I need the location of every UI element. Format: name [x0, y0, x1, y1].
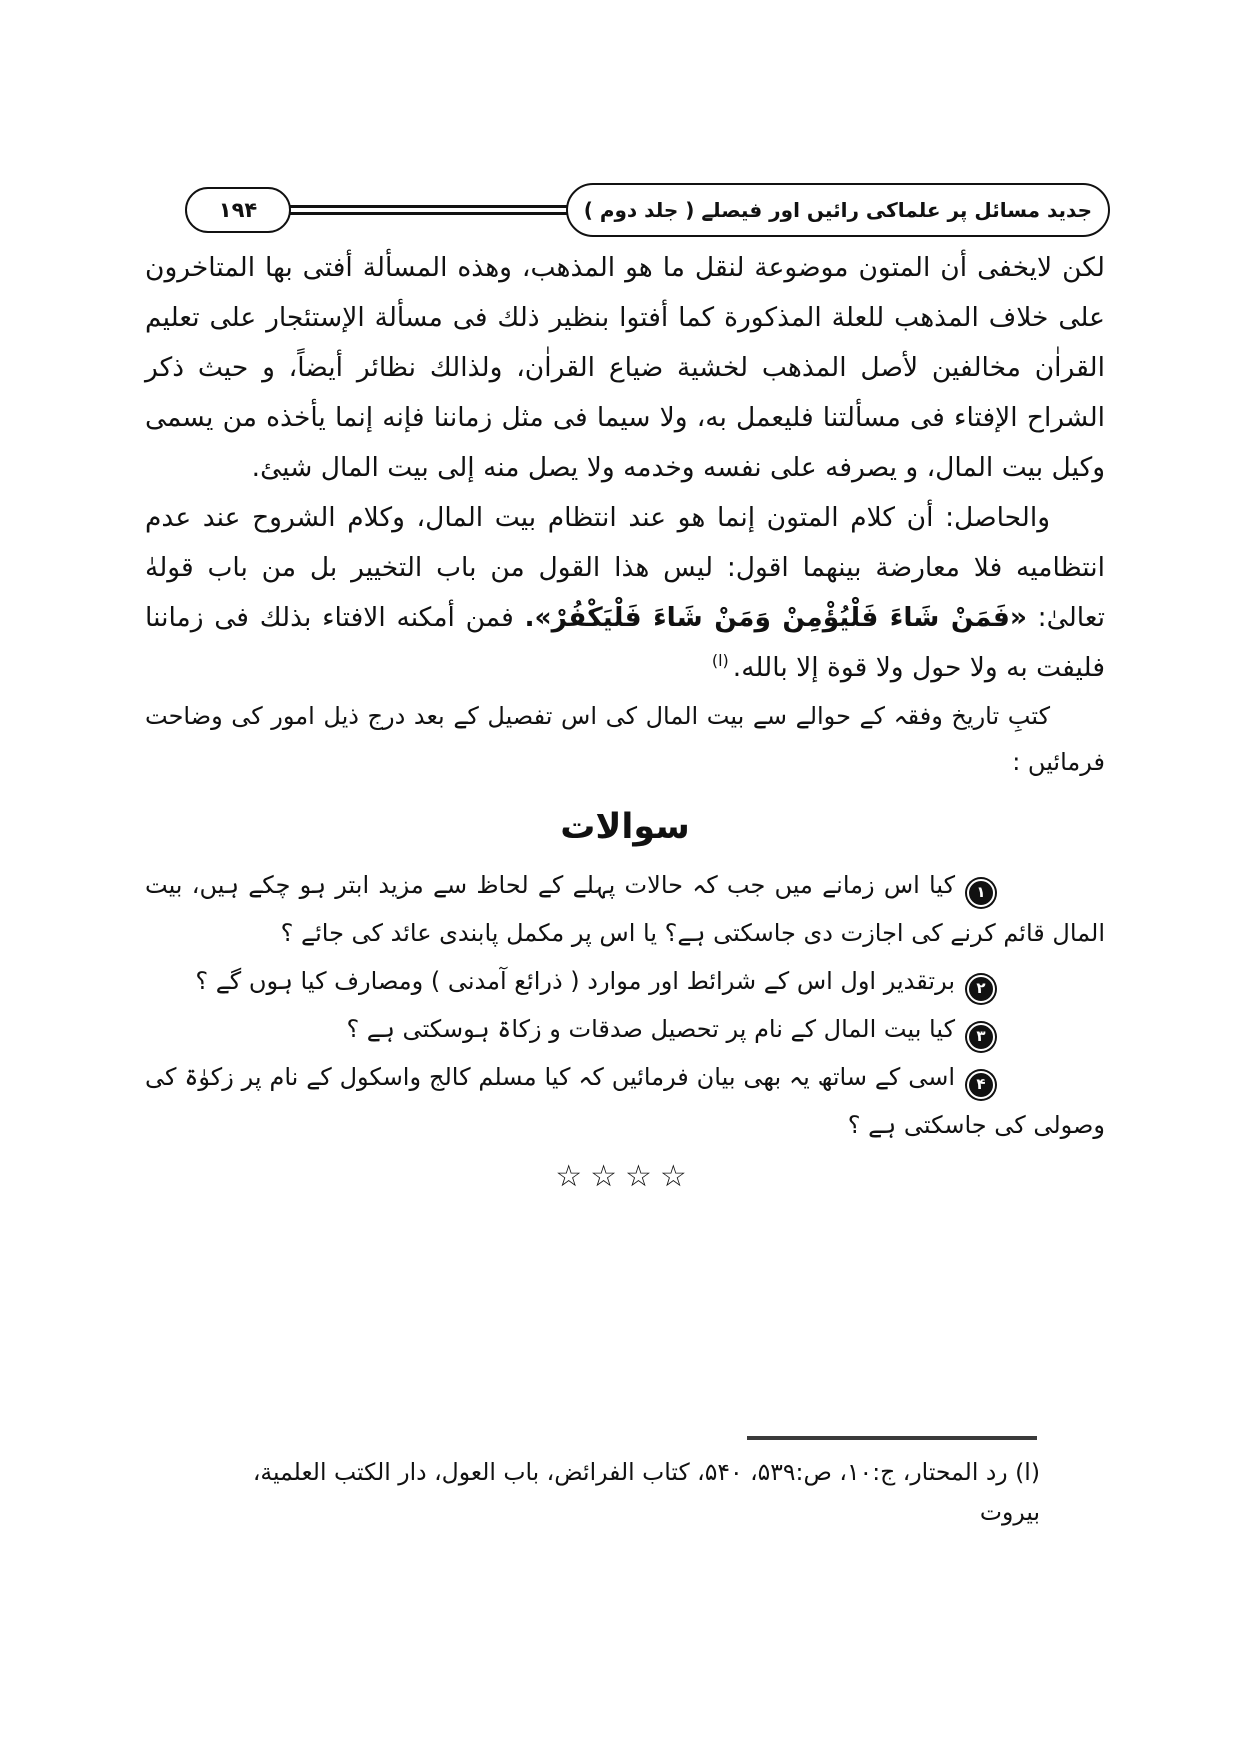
book-title-capsule [566, 183, 1110, 237]
question-text-3: کیا بیت المال کے نام پر تحصیل صدقات و زکاۃ ہوسکتی ہے ؟ [346, 1015, 955, 1043]
arabic-paragraph-1: لکن لایخفی أن المتون موضوعة لنقل ما هو المذهب، وهذه المسألة أفتی بها المتاخرون علی خلاف المذهب للعلة المذكورة كما أفتوا بنظير ذلك فی مسألة الإستئجار علی تعليم القراٰن مخالفين لأصل المذهب لخشية ضياع القراٰن، ولذالك نظائر أيضاً، و حيث ذكر الشراح الإفتاء فی مسألتنا فليعمل به، ولا سيما فی مثل زماننا فإنه إنما يأخذه من يسمی وكيل بيت المال، و يصرفه علی نفسه وخدمه ولا يصل منه إلی بيت المال شيئ. [145, 252, 1105, 483]
page-number: ۱۹۴ [218, 198, 258, 222]
main-text-block [145, 243, 1105, 1194]
urdu-intro-line: کتبِ تاریخ وفقہ کے حوالے سے بیت المال کی اس تفصیل کے بعد درج ذیل امور کی وضاحت فرمائیں : [145, 702, 1105, 776]
page-number-capsule [185, 187, 291, 233]
question-text-4: اسی کے ساتھ یہ بھی بیان فرمائیں کہ کیا مسلم کالج واسکول کے نام پر زکوٰۃ کی وصولی کی جاسکتی ہے ؟ [145, 1063, 1105, 1139]
stars-section-divider: ☆☆☆☆ [555, 1159, 695, 1194]
book-title: جدید مسائل پر علماکی رائیں اور فیصلے ( جلد دوم ) [583, 198, 1092, 222]
question-number-badge-4: ۴ [967, 1071, 995, 1099]
question-item-1 [145, 861, 1105, 957]
question-item-2 [145, 957, 1105, 1005]
question-text-2: برتقدیر اول اس کے شرائط اور موارد ( ذرائع آمدنی ) ومصارف کیا ہوں گے ؟ [195, 967, 955, 995]
footnote-separator-rule [747, 1436, 1037, 1440]
page-header [185, 183, 1110, 237]
footnote-text: (ا) رد المحتار، ج:۱۰، ص:۵۳۹، ۵۴۰، کتاب الفرائض، باب العول، دار الکتب العلمیة، بیروت [252, 1458, 1040, 1526]
question-number-badge-1: ۱ [967, 879, 995, 907]
arabic-paragraph-2 [145, 493, 1105, 693]
footnote-reference-mark: (ا) [711, 651, 729, 671]
header-double-rule [285, 205, 572, 215]
paragraph-2-tail: فمن أمكنه الافتاء بذلك فی زماننا فليفت به ولا حول ولا قوة إلا بالله. [145, 602, 1105, 683]
paragraph-2-lead: والحاصل: أن كلام المتون إنما هو عند انتظام بيت المال، وكلام الشروح عند عدم انتظاميه فلا معارضة بينهما اقول: ليس هذا القول من باب التخيير بل من باب قولهٰ تعالیٰ: [145, 502, 1106, 633]
question-number-badge-2: ۲ [967, 975, 995, 1003]
questions-heading: سوالات [560, 807, 690, 847]
quran-verse: «فَمَنْ شَاءَ فَلْيُؤْمِنْ وَمَنْ شَاءَ فَلْيَكْفُرْ». [524, 602, 1027, 633]
question-item-4 [145, 1053, 1105, 1149]
question-text-1: کیا اس زمانے میں جب کہ حالات پہلے کے لحاظ سے مزید ابتر ہو چکے ہیں، بیت المال قائم کرنے کی اجازت دی جاسکتی ہے؟ یا اس پر مکمل پابندی عائد کی جائے ؟ [145, 871, 1105, 947]
question-number-badge-3: ۳ [967, 1023, 995, 1051]
question-item-3 [145, 1005, 1105, 1053]
